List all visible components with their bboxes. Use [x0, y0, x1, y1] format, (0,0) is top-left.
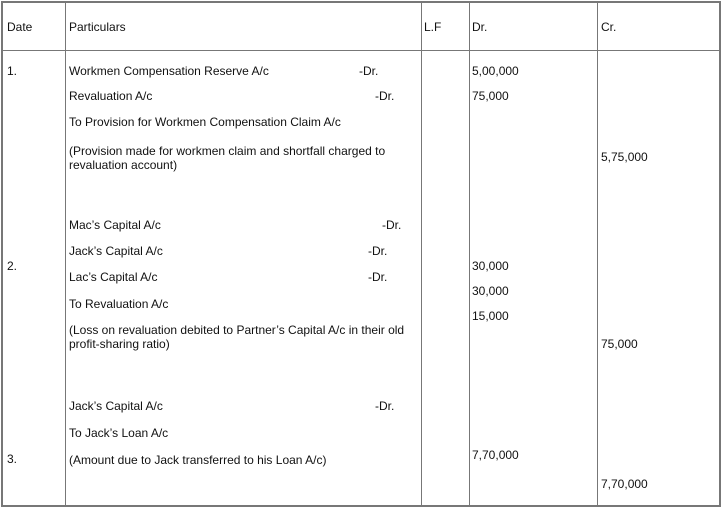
entry-narration: (Amount due to Jack transferred to his Loan A/c): [69, 453, 327, 467]
entry-account: Mac’s Capital A/c: [69, 218, 161, 232]
debit-amount: 30,000: [472, 284, 509, 298]
entry-account: To Jack’s Loan A/c: [69, 426, 169, 440]
header-lf: L.F: [424, 20, 442, 34]
debit-amount: 15,000: [472, 309, 509, 323]
header-dr: Dr.: [472, 20, 488, 34]
entry-account: Jack’s Capital A/c: [69, 399, 163, 413]
entry-account: To Provision for Workmen Compensation Claim A/c: [69, 115, 341, 129]
credit-amount: 5,75,000: [601, 150, 648, 164]
dr-marker: -Dr.: [375, 89, 395, 103]
debit-amount: 30,000: [472, 259, 509, 273]
entry-date: 2.: [7, 259, 18, 273]
dr-marker: -Dr.: [368, 270, 388, 284]
entry-account: Jack’s Capital A/c: [69, 244, 163, 258]
entry-narration: (Provision made for workmen claim and shortfall charged to revaluation account): [69, 144, 386, 172]
header-divider: [3, 50, 719, 51]
entry-account: Revaluation A/c: [69, 89, 153, 103]
column-divider: [65, 3, 66, 505]
dr-marker: -Dr.: [368, 244, 388, 258]
header-particulars: Particulars: [69, 20, 126, 34]
entry-narration: (Loss on revaluation debited to Partner’s Capital A/c in their old profit-sharing ratio): [69, 323, 405, 351]
debit-amount: 5,00,000: [472, 64, 519, 78]
credit-amount: 75,000: [601, 337, 638, 351]
journal-table: [1, 1, 721, 507]
debit-amount: 7,70,000: [472, 448, 519, 462]
column-divider: [421, 3, 422, 505]
entry-account: To Revaluation A/c: [69, 297, 169, 311]
dr-marker: -Dr.: [382, 218, 402, 232]
entry-account: Workmen Compensation Reserve A/c: [69, 64, 269, 78]
entry-account: Lac’s Capital A/c: [69, 270, 158, 284]
column-divider: [469, 3, 470, 505]
entry-date: 1.: [7, 64, 18, 78]
header-date: Date: [7, 20, 33, 34]
credit-amount: 7,70,000: [601, 477, 648, 491]
debit-amount: 75,000: [472, 89, 509, 103]
header-cr: Cr.: [601, 20, 617, 34]
entry-date: 3.: [7, 452, 18, 466]
column-divider: [597, 3, 598, 505]
dr-marker: -Dr.: [375, 399, 395, 413]
dr-marker: -Dr.: [359, 64, 379, 78]
